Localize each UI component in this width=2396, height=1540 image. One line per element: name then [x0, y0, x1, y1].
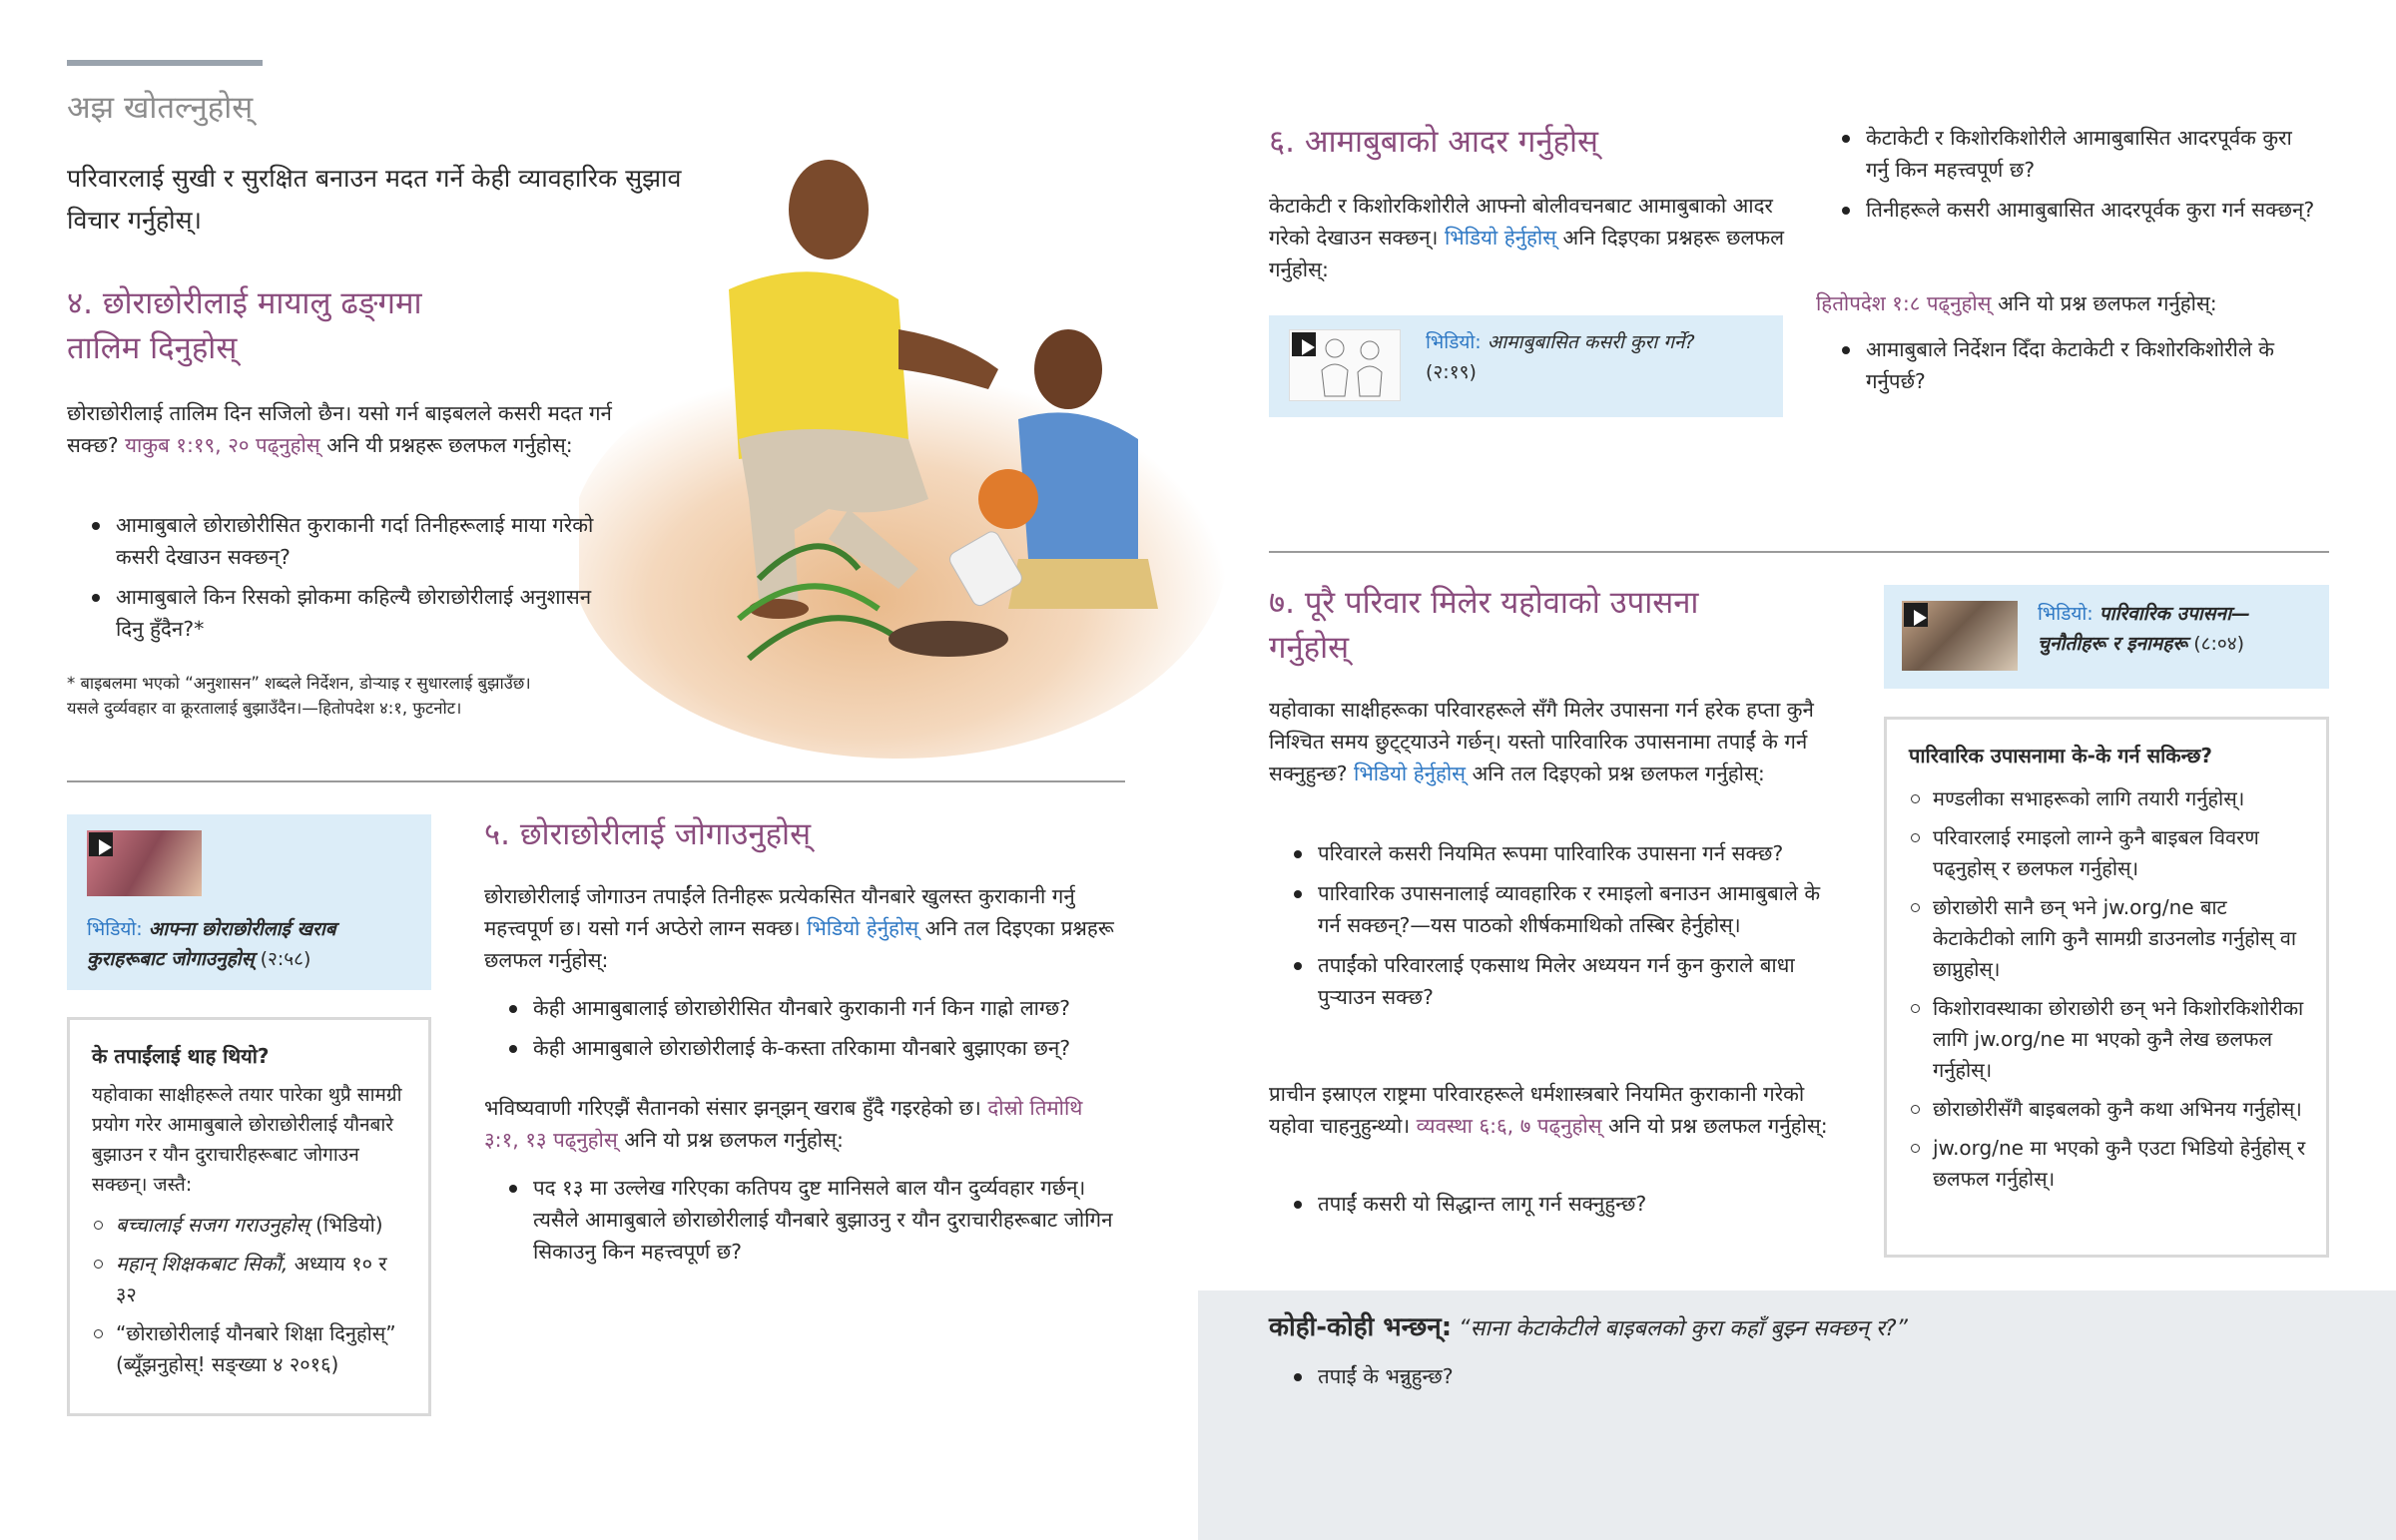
proverbs-scripture-link[interactable]: हितोपदेश १:८ पढ्नुहोस्	[1816, 291, 1992, 315]
list-item: मण्डलीका सभाहरूको लागि तयारी गर्नुहोस्।	[1909, 783, 2308, 814]
video-protect-children[interactable]: भिडियो: आफ्ना छोराछोरीलाई खराब कुराहरूबाट जोगाउनुहोस् (२:५८)	[67, 814, 431, 990]
list-item: तिनीहरूले कसरी आमाबुबासित आदरपूर्वक कुरा गर्न सक्छन्?	[1840, 194, 2319, 226]
list-item[interactable]: महान् शिक्षकबाट सिकौं, अध्याय १० र ३२	[92, 1249, 410, 1310]
did-you-know-title: के तपाईंलाई थाह थियो?	[92, 1044, 270, 1068]
list-item: केटाकेटी र किशोरकिशोरीले आमाबुबासित आदरपूर्वक कुरा गर्नु किन महत्त्वपूर्ण छ?	[1840, 122, 2319, 186]
list-item: आमाबुबाले छोराछोरीसित कुराकानी गर्दा तिनीहरूलाई माया गरेको कसरी देखाउन सक्छन्?	[90, 509, 599, 573]
play-icon[interactable]	[1904, 603, 1928, 627]
section-5-questions-2	[507, 1172, 1126, 1276]
family-worship-ideas-box	[1884, 717, 2329, 1258]
list-item: परिवारलाई रमाइलो लाग्ने कुनै बाइबल विवरण पढ्नुहोस् र छलफल गर्नुहोस्।	[1909, 822, 2308, 884]
video-talk-to-parents[interactable]: भिडियो: आमाबुबासित कसरी कुरा गर्ने? (२:१९)	[1269, 315, 1783, 417]
list-item: किशोरावस्थाका छोराछोरी छन् भने किशोरकिशोरीका लागि jw.org/ne मा भएको कुनै लेख छलफल गर्नुहोस्।	[1909, 993, 2308, 1086]
list-item: परिवारले कसरी नियमित रूपमा पारिवारिक उपासना गर्न सक्छ?	[1292, 837, 1836, 869]
section-7-paragraph-1: यहोवाका साक्षीहरूका परिवारहरूले सँगै मिलेर उपासना गर्न हरेक हप्ता कुनै निश्चित समय छुट्ट्याउने गर्छन्। यस्तो पारिवारिक उपासनामा तपाईं के गर्न सक्नुहुन्छ? भिडियो हेर्नुहोस् अनि तल दिइएको प्रश्न छलफल गर्नुहोस्:	[1269, 698, 1814, 785]
video-thumbnail[interactable]	[87, 830, 202, 896]
some-say-panel	[1198, 1290, 2396, 1540]
top-accent-bar	[67, 60, 263, 66]
did-you-know-box	[67, 1017, 431, 1416]
section-7-title: ७. पूरै परिवार मिलेर यहोवाको उपासना गर्नुहोस्	[1269, 585, 1699, 666]
footnote: * बाइबलमा भएको “अनुशासन” शब्दले निर्देशन, डोऱ्याइ र सुधारलाई बुझाउँछ। यसले दुर्व्यवहार वा क्रूरतालाई बुझाउँदैन।—हितोपदेश ४:१, फुटनोट।	[67, 674, 531, 718]
timothy-scripture-link[interactable]: दोस्रो तिमोथि ३:१, १३ पढ्नुहोस्	[484, 1096, 1083, 1152]
watch-video-link-5[interactable]: भिडियो हेर्नुहोस्	[807, 916, 919, 940]
section-6-title: ६. आमाबुबाको आदर गर्नुहोस्	[1269, 124, 1598, 160]
section-6-questions-2	[1840, 333, 2319, 405]
play-icon[interactable]	[89, 832, 113, 856]
list-item: आमाबुबाले किन रिसको झोकमा कहिल्यै छोराछोरीलाई अनुशासन दिनु हुँदैन?*	[90, 581, 599, 645]
section-4-title: ४. छोराछोरीलाई मायालु ढङ्‌गमा तालिम दिनुहोस्	[67, 285, 422, 366]
list-item: आमाबुबाले निर्देशन दिँदा केटाकेटी र किशोरकिशोरीले के गर्नुपर्छ?	[1840, 333, 2319, 397]
section-7-questions-1	[1292, 837, 1836, 1021]
section-5-paragraph-1: छोराछोरीलाई जोगाउन तपाईंले तिनीहरू प्रत्येकसित यौनबारे खुलस्त कुराकानी गर्नु महत्त्वपूर्ण छ। यसो गर्न अप्ठेरो लाग्न सक्छ। भिडियो हेर्नुहोस् अनि तल दिइएका प्रश्नहरू छलफल गर्नुहोस्:	[484, 884, 1114, 972]
video-family-worship[interactable]: भिडियो: पारिवारिक उपासना—चुनौतीहरू र इनामहरू (८:०४)	[1884, 585, 2329, 689]
section-5-paragraph-2: भविष्यवाणी गरिएझैं सैतानको संसार झन्‌झन् खराब हुँदै गइरहेको छ। दोस्रो तिमोथि ३:१, १३ पढ्नुहोस् अनि यो प्रश्न छलफल गर्नुहोस्:	[484, 1096, 1083, 1152]
watch-video-link-6[interactable]: भिडियो हेर्नुहोस्	[1444, 226, 1557, 250]
list-item: केही आमाबुबालाई छोराछोरीसित यौनबारे कुराकानी गर्न किन गाह्रो लाग्छ?	[507, 992, 1126, 1024]
did-you-know-text: यहोवाका साक्षीहरूले तयार पारेका थुप्रै सामग्री प्रयोग गरेर आमाबुबाले छोराछोरीलाई यौनबारे बुझाउन र यौन दुराचारीहरूबाट जोगाउन सक्छन्। जस्तै:	[92, 1084, 402, 1196]
list-item[interactable]: बच्चालाई सजग गराउनुहोस् (भिडियो)	[92, 1210, 410, 1241]
list-item: छोराछोरीसँगै बाइबलको कुनै कथा अभिनय गर्नुहोस्।	[1909, 1094, 2308, 1125]
video-thumbnail[interactable]	[1289, 329, 1401, 401]
father-son-illustration	[579, 140, 1258, 759]
ideas-box-title: पारिवारिक उपासनामा के-के गर्न सकिन्छ?	[1909, 744, 2212, 768]
list-item: तपाईं कसरी यो सिद्धान्त लागू गर्न सक्नुहुन्छ?	[1292, 1188, 1836, 1220]
play-icon[interactable]	[1292, 332, 1316, 356]
divider-left	[67, 780, 1125, 782]
section-6-paragraph: केटाकेटी र किशोरकिशोरीले आफ्नो बोलीवचनबाट आमाबुबाको आदर गरेको देखाउन सक्छन्। भिडियो हेर्नुहोस् अनि दिइएका प्रश्नहरू छलफल गर्नुहोस्:	[1269, 194, 1785, 281]
intro-text: परिवारलाई सुखी र सुरक्षित बनाउन मदत गर्ने केही व्यावहारिक सुझाव विचार गर्नुहोस्।	[67, 164, 682, 235]
video-thumbnail[interactable]	[1902, 601, 2018, 671]
section-5-title: ५. छोराछोरीलाई जोगाउनुहोस्	[484, 816, 812, 852]
divider-right	[1269, 551, 2329, 553]
list-item[interactable]: “छोराछोरीलाई यौनबारे शिक्षा दिनुहोस्” (ब्यूँझनुहोस्! सङ्ख्या ४ २०१६)	[92, 1318, 410, 1380]
section-7-questions-2	[1292, 1188, 1836, 1228]
james-scripture-link[interactable]: याकुब १:१९, २० पढ्नुहोस्	[125, 433, 320, 457]
list-item: पारिवारिक उपासनालाई व्यावहारिक र रमाइलो बनाउन आमाबुबाले के गर्न सक्छन्?—यस पाठको शीर्षकमाथिको तस्बिर हेर्नुहोस्।	[1292, 877, 1836, 941]
deuteronomy-scripture-link[interactable]: व्यवस्था ६:६, ७ पढ्नुहोस्	[1416, 1114, 1602, 1138]
watch-video-link-7[interactable]: भिडियो हेर्नुहोस्	[1354, 762, 1467, 785]
section-6-questions	[1840, 122, 2319, 234]
section-4-paragraph: छोराछोरीलाई तालिम दिन सजिलो छैन। यसो गर्न बाइबलले कसरी मदत गर्न सक्छ? याकुब १:१९, २० पढ्नुहोस् अनि यी प्रश्नहरू छलफल गर्नुहोस्:	[67, 401, 612, 457]
section-4-questions	[90, 509, 599, 653]
some-say-label: कोही-कोही भन्छन्:	[1269, 1312, 1453, 1342]
section-7-paragraph-2: प्राचीन इस्राएल राष्ट्रमा परिवारहरूले धर्मशास्त्रबारे नियमित कुराकानी गरेको यहोवा चाहनुहुन्थ्यो। व्यवस्था ६:६, ७ पढ्नुहोस् अनि यो प्रश्न छलफल गर्नुहोस्:	[1269, 1082, 1828, 1138]
section-5-questions-1	[507, 992, 1126, 1072]
list-item: छोराछोरी सानै छन् भने jw.org/ne बाट केटाकेटीको लागि कुनै सामग्री डाउनलोड गर्नुहोस् वा छाप्नुहोस्।	[1909, 892, 2308, 985]
dig-deeper-heading: अझ खोतल्नुहोस्	[67, 90, 254, 126]
list-item: केही आमाबुबाले छोराछोरीलाई के-कस्ता तरिकामा यौनबारे बुझाएका छन्?	[507, 1032, 1126, 1064]
list-item: jw.org/ne मा भएको कुनै एउटा भिडियो हेर्नुहोस् र छलफल गर्नुहोस्।	[1909, 1133, 2308, 1195]
section-6-paragraph-2: हितोपदेश १:८ पढ्नुहोस् अनि यो प्रश्न छलफल गर्नुहोस्:	[1816, 291, 2217, 315]
list-item: तपाईं के भन्नुहुन्छ?	[1292, 1360, 1891, 1392]
some-say-quote: “साना केटाकेटीले बाइबलको कुरा कहाँ बुझ्न सक्छन् र?”	[1459, 1316, 1908, 1341]
list-item: पद १३ मा उल्लेख गरिएका कतिपय दुष्ट मानिसले बाल यौन दुर्व्यवहार गर्छन्। त्यसैले आमाबुबाले छोराछोरीलाई यौनबारे बुझाउनु र यौन दुराचारीहरूबाट जोगिन सिकाउनु किन महत्त्वपूर्ण छ?	[507, 1172, 1126, 1268]
list-item: तपाईंको परिवारलाई एकसाथ मिलेर अध्ययन गर्न कुन कुराले बाधा पुऱ्याउन सक्छ?	[1292, 949, 1836, 1013]
